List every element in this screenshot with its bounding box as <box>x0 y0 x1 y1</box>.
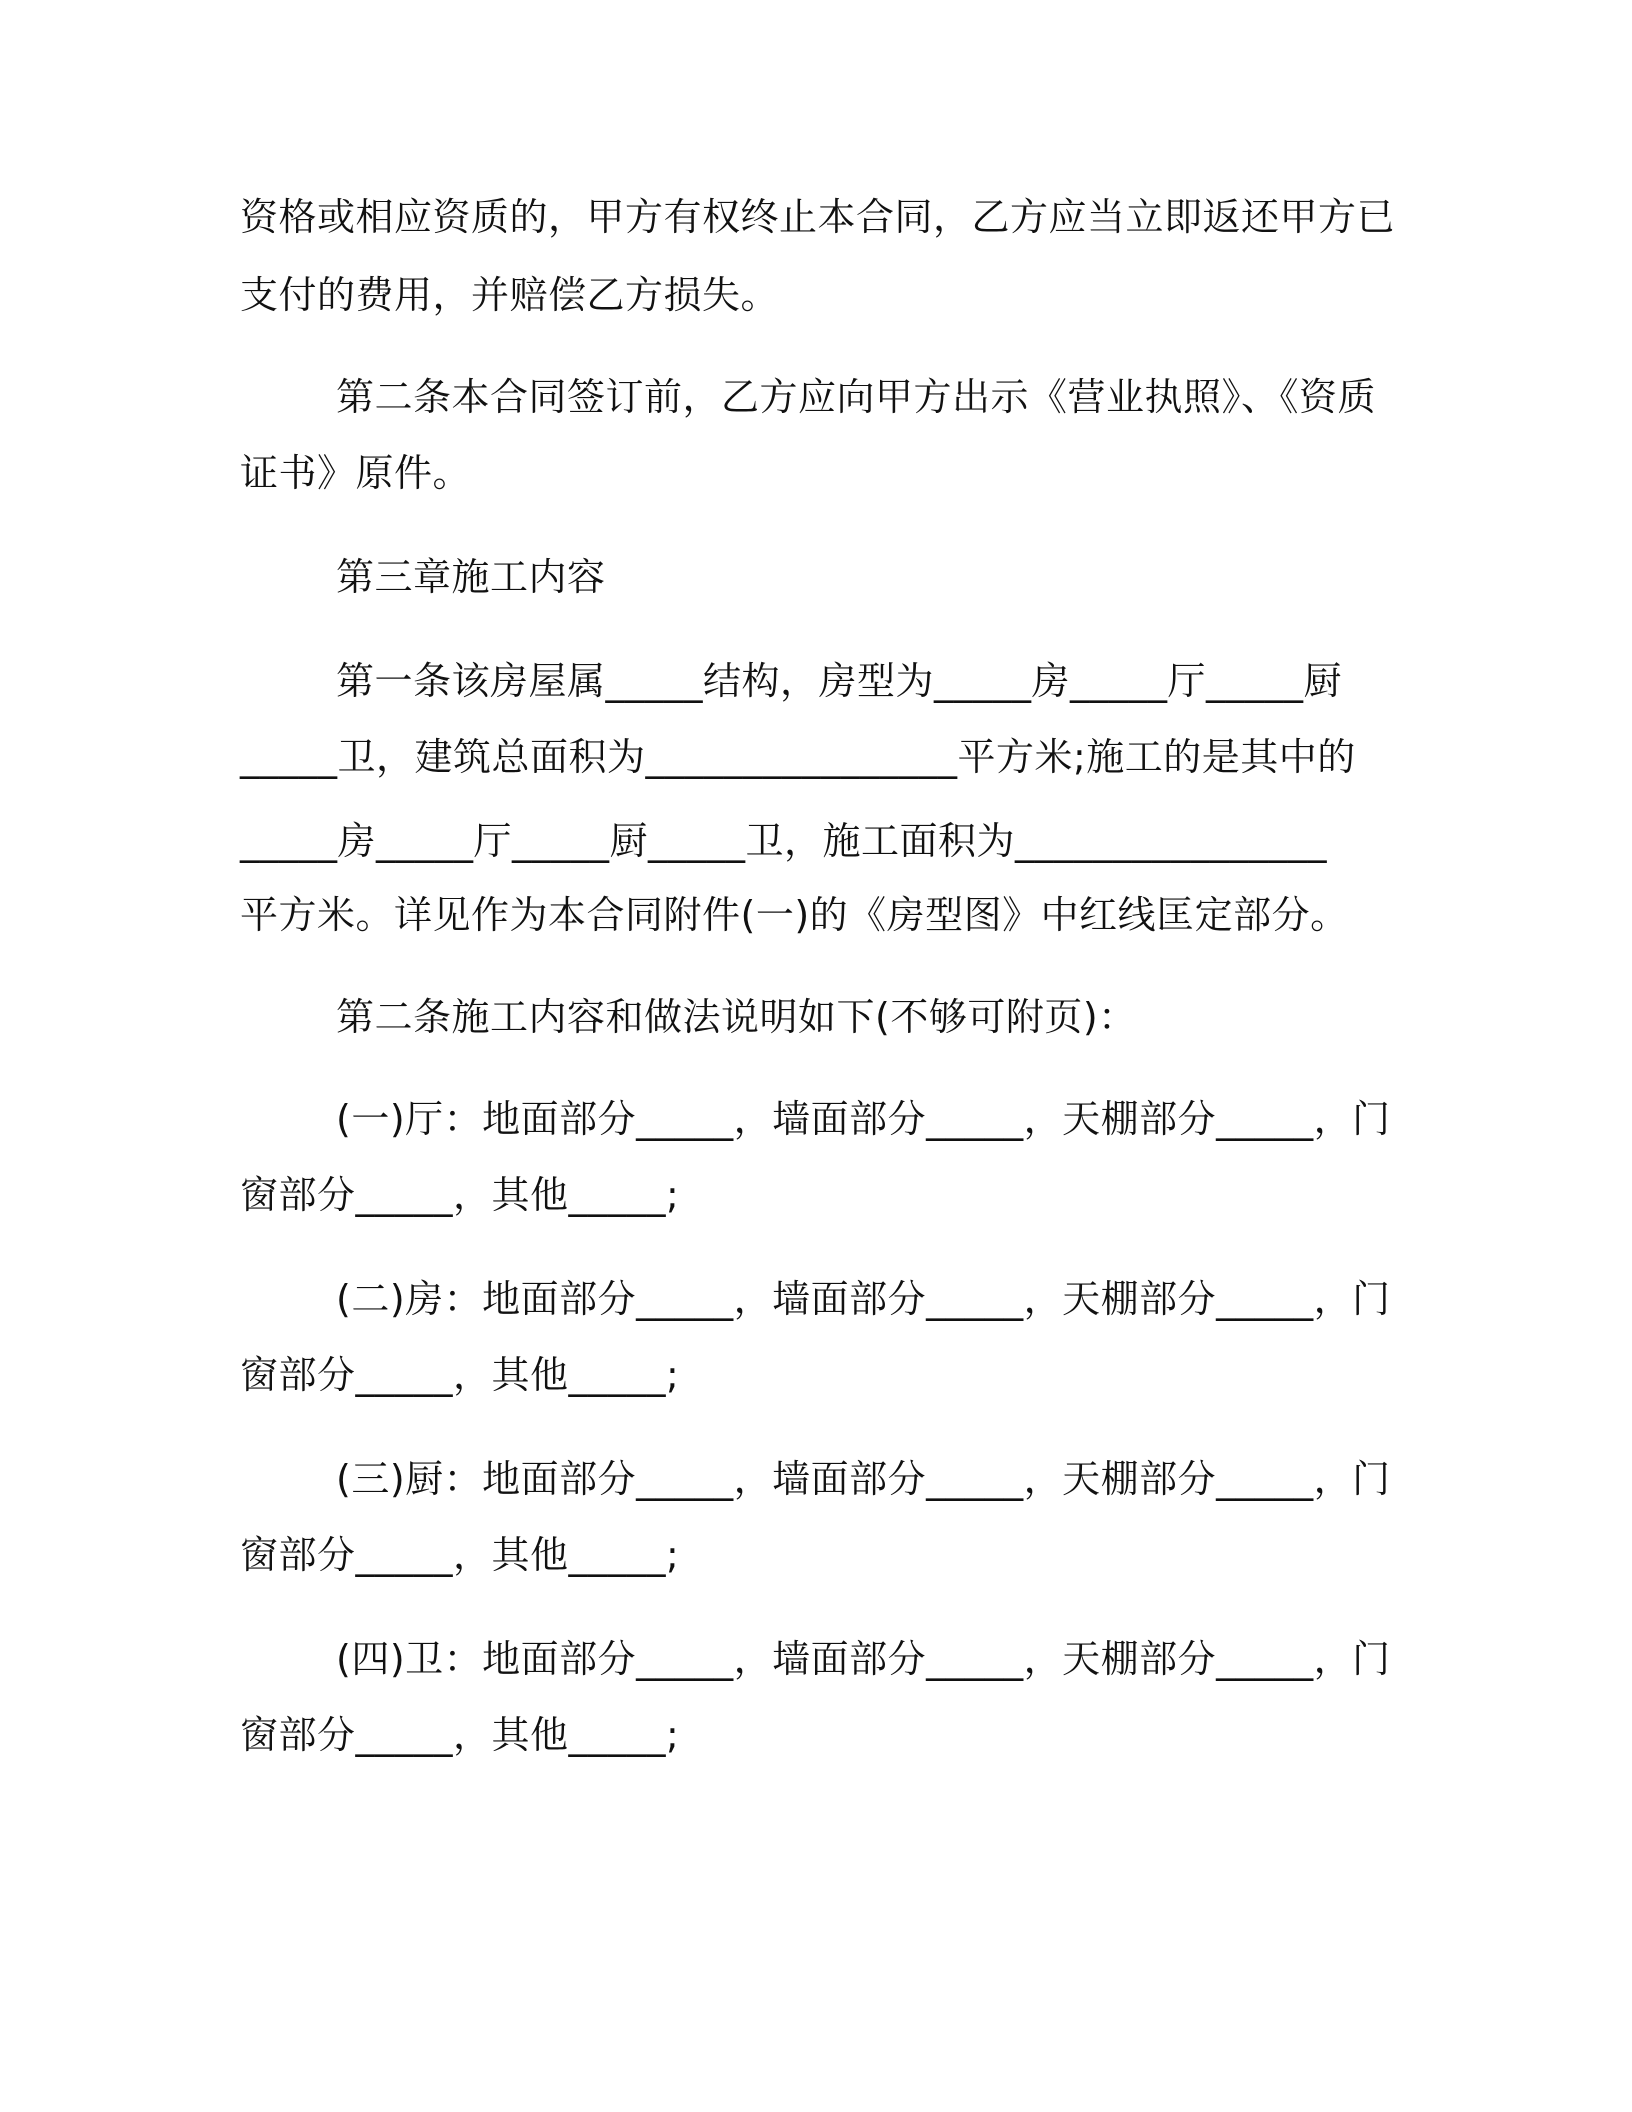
text-line-8: _____房_____厅_____厨_____卫，施工面积为________________ <box>240 819 1328 863</box>
text-line-4: 证书》原件。 <box>240 451 472 495</box>
text-line-13: (二)房：地面部分_____，墙面部分_____，天棚部分_____，门 <box>336 1277 1391 1321</box>
text-line-15: (三)厨：地面部分_____，墙面部分_____，天棚部分_____，门 <box>336 1457 1391 1501</box>
text-line-12: 窗部分_____，其他_____; <box>240 1173 680 1217</box>
text-line-16: 窗部分_____，其他_____; <box>240 1533 680 1577</box>
text-line-6: 第一条该房屋属_____结构，房型为_____房_____厅_____厨 <box>336 659 1343 703</box>
text-line-18: 窗部分_____，其他_____; <box>240 1713 680 1757</box>
text-line-2: 支付的费用，并赔偿乙方损失。 <box>240 273 780 317</box>
text-line-9: 平方米。详见作为本合同附件(一)的《房型图》中红线匡定部分。 <box>240 893 1349 937</box>
text-line-17: (四)卫：地面部分_____，墙面部分_____，天棚部分_____，门 <box>336 1637 1391 1681</box>
text-line-10: 第二条施工内容和做法说明如下(不够可附页)： <box>336 995 1137 1039</box>
text-line-1: 资格或相应资质的，甲方有权终止本合同，乙方应当立即返还甲方已 <box>240 195 1396 239</box>
text-line-11: (一)厅：地面部分_____，墙面部分_____，天棚部分_____，门 <box>336 1097 1391 1141</box>
text-line-3: 第二条本合同签订前，乙方应向甲方出示《营业执照》、《资质 <box>336 375 1377 419</box>
text-line-7: _____卫，建筑总面积为________________平方米;施工的是其中的 <box>240 735 1356 779</box>
text-line-14: 窗部分_____，其他_____; <box>240 1353 680 1397</box>
chapter-heading: 第三章施工内容 <box>336 555 606 599</box>
